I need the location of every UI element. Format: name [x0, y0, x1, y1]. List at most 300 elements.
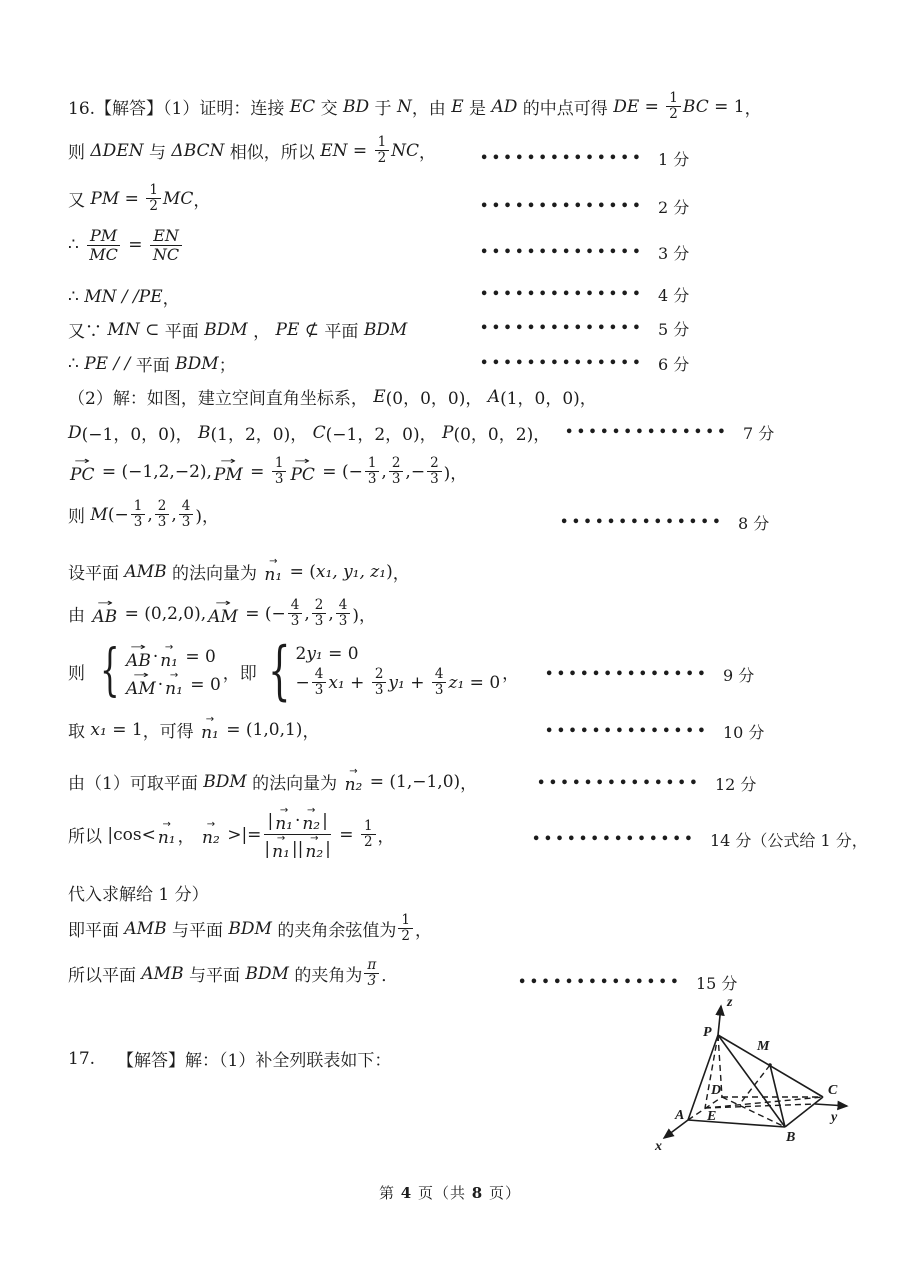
vector [272, 833, 290, 862]
text-run: = 0 [464, 672, 501, 693]
text-run: 则 [68, 507, 91, 528]
fraction-denominator: 2 [363, 834, 373, 850]
math-run: B [198, 422, 211, 443]
score-label: 10 分 [722, 723, 765, 742]
vector-arrow-icon: → [215, 598, 231, 610]
leader-dots: •••••••••••••• [532, 832, 696, 847]
fraction [272, 456, 287, 487]
score-leader-6 [480, 352, 689, 375]
vector-arrow-icon: → [279, 805, 289, 816]
text-run: (−1，0，0)， [81, 425, 199, 445]
vector-name: PM [213, 465, 243, 486]
vector [202, 819, 220, 848]
score-label: 14 分（公式给 1 分， [709, 831, 868, 850]
math-run: C [312, 422, 326, 443]
dot-operator: · [294, 810, 301, 831]
solution-line-2 [68, 135, 436, 166]
math-run: AD [491, 96, 518, 117]
abs-bar: || [291, 838, 304, 859]
coordinate-figure [645, 990, 900, 1165]
fraction [336, 598, 351, 629]
fraction-numerator: 1 [666, 91, 681, 107]
solution-line-1 [68, 91, 762, 122]
fraction [86, 227, 121, 264]
vector-arrow-icon: → [205, 714, 215, 725]
text-run: = 1 [106, 719, 143, 740]
edge-pa-pb-ab [688, 1035, 785, 1127]
fraction-denominator: 2 [669, 106, 678, 123]
fraction-denominator: 3 [338, 613, 348, 630]
text-run: 于 [369, 99, 397, 120]
fraction [312, 667, 327, 698]
vector [264, 556, 283, 585]
text-run: = 0 [184, 675, 221, 695]
total-pages: 8 [471, 1183, 484, 1202]
leader-dots: •••••••••••••• [480, 199, 644, 214]
text-run: ， [414, 921, 432, 942]
math-run: PM [90, 188, 120, 209]
vector-name: AB [92, 607, 118, 628]
score-leader-10 [545, 720, 764, 743]
fraction-denominator: MC [89, 244, 118, 264]
fraction-numerator: 4 [432, 667, 447, 683]
text-run: = [122, 235, 148, 256]
math-run: x₁ [90, 719, 107, 740]
fraction [389, 456, 404, 487]
fraction [372, 667, 387, 698]
text-run: 平面 [135, 356, 176, 376]
page-number: 4 [400, 1183, 413, 1202]
vector [157, 819, 176, 848]
fraction-denominator: 3 [367, 973, 377, 990]
text-run: (1，2，0)， [210, 425, 313, 445]
fraction-numerator: 2 [312, 598, 327, 614]
vector-name: n₁ [201, 723, 219, 743]
vector-name: n₂ [344, 775, 363, 795]
text-run: ， [419, 143, 437, 164]
solution-line-8 [68, 384, 597, 409]
score-leader-12 [537, 772, 756, 795]
leader-dots: •••••••••••••• [545, 724, 709, 739]
score-label: 5 分 [657, 320, 690, 339]
score-leader-7 [565, 421, 774, 444]
math-run: AMB [124, 561, 167, 582]
text-run: = (1,−1,0) [364, 771, 461, 792]
figure-label-p: P [703, 1025, 712, 1040]
text-run: ， [744, 99, 762, 120]
math-run: x₁ [328, 672, 345, 693]
fraction [427, 456, 442, 487]
vector-arrow-icon: → [130, 641, 147, 653]
vector-arrow-icon: → [162, 819, 171, 830]
text-run: , [171, 504, 177, 525]
text-run: ,− [405, 461, 426, 482]
text-run: 的法向量为 [246, 774, 343, 794]
text-run: = 1 [708, 96, 745, 117]
fraction [361, 819, 376, 850]
math-run: EC [289, 96, 316, 117]
vector [201, 714, 219, 743]
text-run: 则 [68, 663, 91, 684]
text-run: 的中点可得 [517, 99, 614, 120]
text-run: 与平面 [183, 966, 246, 987]
leader-dots: •••••••••••••• [480, 287, 644, 302]
vector [165, 669, 183, 699]
math-run: y₁ [388, 672, 405, 693]
math-run: D [68, 422, 82, 443]
vector-name: n₂ [302, 814, 321, 834]
text-run: 由 [68, 606, 91, 627]
edge-bc [785, 1097, 823, 1127]
fraction-denominator: 3 [314, 613, 324, 630]
text-run: ， [460, 774, 478, 794]
solution-line-13 [68, 598, 376, 629]
fraction [179, 499, 194, 530]
fraction-numerator: 2 [155, 499, 170, 515]
vector-arrow-icon: → [307, 805, 316, 816]
text-run: (1，0，0)， [500, 389, 597, 409]
text-run: , [328, 603, 334, 624]
fraction-denominator: 2 [401, 928, 410, 945]
figure-label-e: E [707, 1109, 717, 1124]
text-run: ， [162, 289, 180, 309]
text-run: , [147, 504, 153, 525]
fraction [131, 499, 146, 530]
score-label: 15 分 [695, 974, 738, 993]
vector-name: n₂ [202, 828, 220, 848]
vector-arrow-icon: → [276, 833, 286, 844]
vector-arrow-icon: → [349, 766, 358, 777]
fraction [432, 667, 447, 698]
leader-dots: •••••••••••••• [560, 515, 724, 530]
text-run: ∴ [68, 286, 85, 307]
math-run: MN / /PE [84, 286, 163, 307]
math-run: NC [391, 140, 420, 161]
fraction-numerator: PM [87, 227, 120, 246]
fraction [146, 183, 161, 214]
text-run: , [381, 461, 387, 482]
math-run: PE ⊄ [275, 319, 325, 340]
vector [126, 641, 151, 671]
text-run: = [639, 96, 665, 117]
vector [70, 456, 95, 486]
score-label: 12 分 [714, 775, 757, 794]
text-run: = (1,0,1) [220, 719, 303, 740]
solution-line-14 [68, 634, 520, 708]
solution-line-11 [68, 499, 219, 530]
text-run: 所以 [68, 827, 108, 847]
math-run: BDM [228, 918, 272, 939]
text-run: = [119, 188, 145, 209]
fraction [398, 913, 413, 944]
vector-arrow-icon: → [269, 556, 278, 567]
score-label: 6 分 [657, 355, 690, 374]
math-run: AMB [141, 963, 184, 984]
text-run: ， [247, 322, 276, 342]
vector [126, 669, 156, 699]
edge-ad-hidden [688, 1097, 722, 1120]
score-leader-1 [480, 147, 689, 170]
text-run: ． [381, 966, 399, 987]
vector-name: n₁ [165, 678, 183, 699]
text-run: ， [193, 191, 211, 212]
vector [213, 456, 243, 486]
fraction-denominator: 3 [430, 471, 439, 488]
vector-arrow-icon: → [96, 598, 113, 610]
score-label: 3 分 [657, 244, 690, 263]
math-run: A [487, 386, 501, 407]
equation-row [124, 641, 221, 671]
text-run: 平面 [164, 322, 205, 342]
abs-bar: | [267, 810, 274, 831]
math-run: MN ⊂ [107, 319, 165, 340]
score-label: 8 分 [737, 514, 770, 533]
figure-label-d: D [711, 1083, 722, 1098]
figure-label-a: A [675, 1108, 685, 1123]
vector-name: n₁ [275, 814, 293, 834]
text-run: ， [502, 663, 520, 684]
math-run: BDM [203, 771, 247, 792]
vector [290, 456, 315, 486]
leader-dots: •••••••••••••• [537, 776, 701, 791]
fraction [155, 499, 170, 530]
text-run: 的夹角余弦值为 [271, 921, 397, 942]
math-run: PE / / [84, 353, 136, 374]
fraction-denominator: 2 [149, 198, 158, 215]
score-leader-2 [480, 195, 689, 218]
text-run: ， [177, 827, 201, 847]
math-run: DE [613, 96, 640, 117]
fraction-denominator: 3 [434, 682, 444, 698]
fraction-denominator: 2 [377, 150, 387, 167]
leader-dots: •••••••••••••• [480, 151, 644, 166]
vector-name: n₁ [264, 565, 283, 585]
text-run: = (0,2,0), [119, 603, 207, 624]
text-run: = 0 [322, 643, 359, 664]
fraction-numerator: 1 [361, 819, 376, 835]
solution-line-3 [68, 183, 210, 214]
math-run: BC [682, 96, 709, 117]
text-run: = [333, 824, 359, 845]
text-run: 相似，所以 [224, 143, 321, 164]
text-run: 16.【解答】（1）证明：连接 [68, 99, 290, 120]
solution-line-6 [68, 317, 407, 342]
text-run: |cos< [107, 824, 156, 845]
math-run: N [396, 96, 412, 117]
text-run: 是 [463, 99, 492, 120]
score-leader-8 [560, 511, 769, 534]
fraction-denominator: 3 [181, 514, 191, 531]
vector-name: PC [70, 465, 95, 486]
score-leader-14 [532, 828, 868, 851]
fraction-numerator: 1 [146, 183, 161, 199]
text-run: = [244, 461, 270, 482]
text-run: 与平面 [166, 921, 229, 942]
text-run: 又 [68, 191, 91, 212]
fraction-numerator: 4 [336, 598, 351, 614]
math-run: BDM [175, 353, 219, 374]
vector-arrow-icon: → [220, 456, 237, 468]
vector [92, 598, 118, 628]
fraction-numerator: 2 [372, 667, 387, 683]
text-run: 取 [68, 722, 91, 742]
solution-line-15 [68, 714, 320, 743]
text-run: − [295, 672, 310, 693]
math-run: EN [320, 140, 348, 161]
fraction-numerator: 1 [365, 456, 380, 472]
text-run: ， [302, 722, 320, 742]
score-label: 7 分 [742, 424, 775, 443]
fraction-denominator: 3 [314, 682, 324, 698]
solution-line-19 [68, 913, 432, 944]
fraction-numerator: π [364, 958, 379, 974]
text-run: + [344, 672, 370, 693]
fraction [150, 227, 182, 264]
text-run: ，即 [222, 663, 257, 684]
text-run: , [304, 603, 310, 624]
vector [344, 766, 363, 795]
fraction-denominator: 3 [367, 471, 377, 488]
vector-name: AM [126, 678, 156, 699]
fraction-denominator: NC [152, 244, 180, 264]
text-run: 平面 [324, 322, 364, 342]
text-run: )， [352, 606, 377, 627]
text-run: (0，0，2)， [453, 425, 551, 445]
score-label: 1 分 [657, 150, 690, 169]
fraction [312, 598, 327, 629]
fraction-denominator: 3 [290, 613, 300, 630]
text-run: = ( [284, 561, 316, 582]
text-run: ∴ [68, 353, 85, 374]
fraction-numerator [264, 805, 330, 835]
math-run: x₁, y₁, z₁ [315, 561, 387, 582]
abs-bar: | [322, 810, 328, 831]
text-run: 又∵ [68, 322, 108, 342]
point-m [768, 1063, 772, 1067]
text-run: ， [377, 827, 395, 847]
left-brace: { [267, 634, 291, 708]
score-leader-9 [545, 663, 754, 686]
math-run: BDM [245, 963, 289, 984]
solution-line-7 [68, 351, 236, 376]
fraction [288, 598, 303, 629]
solution-line-9 [68, 420, 550, 445]
score-leader-3 [480, 241, 689, 264]
vector-arrow-icon: → [294, 456, 311, 468]
text-run: = (−1,2,−2), [96, 461, 212, 482]
vector-name: AM [208, 607, 238, 628]
fraction-numerator: 4 [312, 667, 327, 683]
footer-text: 页） [483, 1184, 521, 1202]
system-rows [124, 641, 221, 699]
solution-line-10 [68, 456, 467, 487]
text-run: （2）解：如图，建立空间直角坐标系， [68, 389, 374, 409]
vector-arrow-icon: → [310, 833, 319, 844]
vector-arrow-icon: → [132, 669, 149, 681]
vector [302, 805, 321, 834]
solution-line-16 [68, 766, 478, 795]
fraction [666, 91, 681, 122]
vector [305, 833, 324, 862]
score-leader-4 [480, 283, 689, 306]
abs-bar: | [325, 838, 331, 859]
vector-name: n₁ [160, 650, 178, 671]
text-run: = (− [316, 461, 363, 482]
fraction-numerator: EN [150, 227, 182, 246]
text-run: 的夹角为 [288, 966, 363, 987]
math-run: E [373, 386, 386, 407]
dot-operator: · [157, 675, 164, 695]
figure-label-y: y [831, 1110, 838, 1125]
math-run: BDM [363, 319, 408, 340]
solution-line-17 [68, 805, 395, 862]
text-run: ，可得 [142, 722, 200, 742]
math-run: P [442, 422, 454, 443]
leader-dots: •••••••••••••• [480, 245, 644, 260]
text-run: ) [386, 561, 393, 582]
text-run: 则 [68, 143, 91, 164]
fraction-numerator: 4 [179, 499, 194, 515]
math-run: BDM [204, 319, 248, 340]
text-run: + [404, 672, 430, 693]
leader-dots: •••••••••••••• [480, 321, 644, 336]
solution-line-4 [68, 227, 184, 264]
math-run: ΔDEN [90, 140, 144, 161]
text-run: 代入求解给 1 分） [68, 885, 209, 905]
fraction-denominator: 3 [133, 514, 143, 531]
fraction-numerator: 1 [131, 499, 146, 515]
figure-label-x: x [655, 1139, 662, 1154]
text-run: 所以平面 [68, 966, 142, 987]
solution-line-18 [68, 880, 209, 905]
vector-name: AB [126, 650, 151, 671]
equation-system [92, 638, 221, 703]
text-run: (− [107, 504, 129, 525]
solution-line-21 [68, 1046, 391, 1071]
fraction-numerator: 2 [389, 456, 404, 472]
solution-line-5 [68, 284, 180, 309]
vector-name: n₂ [305, 842, 324, 862]
text-run: ， [392, 564, 410, 584]
figure-label-z: z [727, 995, 733, 1010]
vector-arrow-icon: → [169, 669, 179, 681]
text-run: (−1，2，0)， [325, 425, 443, 445]
text-run: 设平面 [68, 564, 125, 584]
fraction [375, 135, 390, 166]
text-run: = 0 [180, 647, 216, 667]
math-run: BD [343, 96, 370, 117]
text-run: 的法向量为 [166, 564, 263, 584]
score-leader-5 [480, 317, 689, 340]
vector-name: n₁ [272, 842, 290, 862]
text-run: (0，0，0)， [385, 389, 488, 409]
fraction [364, 958, 379, 989]
y-axis-hidden [705, 1104, 815, 1108]
text-run: 与 [143, 143, 172, 164]
text-run: >|= [221, 824, 262, 845]
text-run: 【解答】解：（1）补全列联表如下： [117, 1051, 392, 1071]
fraction [365, 456, 380, 487]
leader-dots: •••••••••••••• [545, 667, 709, 682]
solution-line-12 [68, 556, 410, 585]
vector-arrow-icon: → [164, 641, 174, 653]
z-axis [718, 1006, 721, 1035]
footer-text: 页（共 [412, 1184, 472, 1202]
math-run: M [90, 504, 108, 525]
figure-label-m: M [757, 1039, 770, 1054]
fraction [264, 805, 331, 862]
math-run: AMB [124, 918, 167, 939]
